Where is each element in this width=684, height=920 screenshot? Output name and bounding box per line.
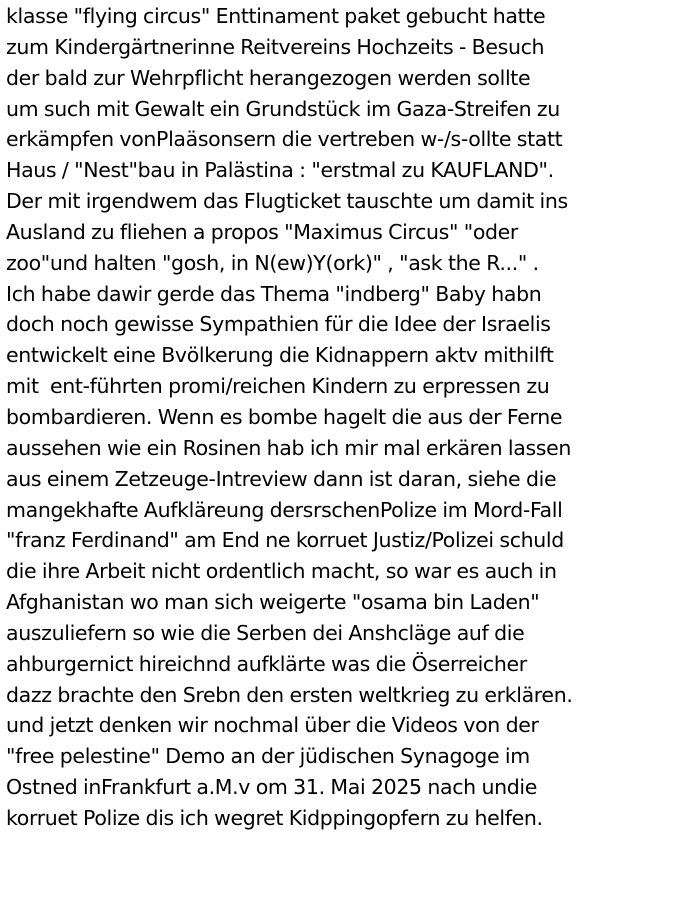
text-line: korruet Polize dis ich wegret Kidppingopfern zu helfen. xyxy=(6,805,543,830)
text-line: Haus / "Nest"bau in Palästina : "erstmal zu KAUFLAND". xyxy=(6,158,554,183)
text-line: erkämpfen vonPlaäsonsern die vertreben w-/s-ollte statt xyxy=(6,127,563,152)
text-line: aussehen wie ein Rosinen hab ich mir mal erkären lassen xyxy=(6,435,572,460)
text-line: zum Kindergärtnerinne Reitvereins Hochzeits - Besuch xyxy=(6,34,545,59)
body-text xyxy=(6,1,682,834)
text-line: aus einem Zetzeuge-Intreview dann ist daran, siehe die xyxy=(6,466,557,491)
text-line: Ausland zu fliehen a propos "Maximus Circus" "oder xyxy=(6,219,519,244)
text-line: mit ent-führten promi/reichen Kindern zu erpressen zu xyxy=(6,374,550,399)
text-line: und jetzt denken wir nochmal über die Videos von der xyxy=(6,713,539,738)
text-line: entwickelt eine Bvölkerung die Kidnappern aktv mithilft xyxy=(6,343,554,368)
text-line: Ostned inFrankfurt a.M.v om 31. Mai 2025 nach undie xyxy=(6,775,538,800)
text-line: zoo"und halten "gosh, in N(ew)Y(ork)" , "ask the R..." . xyxy=(6,250,539,275)
text-line: ahburgernict hireichnd aufklärte was die Öserreicher xyxy=(6,651,527,676)
text-line: Ich habe dawir gerde das Thema "indberg" Baby habn xyxy=(6,281,542,306)
text-line: "free pelestine" Demo an der jüdischen Synagoge im xyxy=(6,744,530,769)
text-line: "franz Ferdinand" am End ne korruet Justiz/Polizei schuld xyxy=(6,528,564,553)
text-line: Der mit irgendwem das Flugticket tauschte um damit ins xyxy=(6,189,568,214)
text-line: bombardieren. Wenn es bombe hagelt die aus der Ferne xyxy=(6,404,563,429)
text-line: um such mit Gewalt ein Grundstück im Gaza-Streifen zu xyxy=(6,96,560,121)
text-line: auszuliefern so wie die Serben dei Anshcläge auf die xyxy=(6,620,525,645)
text-line: mangekhafte Aufkläreung dersrschenPolize im Mord-Fall xyxy=(6,497,563,522)
text-line: dazz brachte den Srebn den ersten weltkrieg zu erklären. xyxy=(6,682,573,707)
text-line: die ihre Arbeit nicht ordentlich macht, so war es auch in xyxy=(6,559,557,584)
text-line: klasse "flying circus" Enttinament paket gebucht hatte xyxy=(6,4,546,28)
text-line: Afghanistan wo man sich weigerte "osama bin Laden" xyxy=(6,590,540,615)
text-line: doch noch gewisse Sympathien für die Idee der Israelis xyxy=(6,312,551,337)
text-line: der bald zur Wehrpflicht herangezogen werden sollte xyxy=(6,65,531,90)
